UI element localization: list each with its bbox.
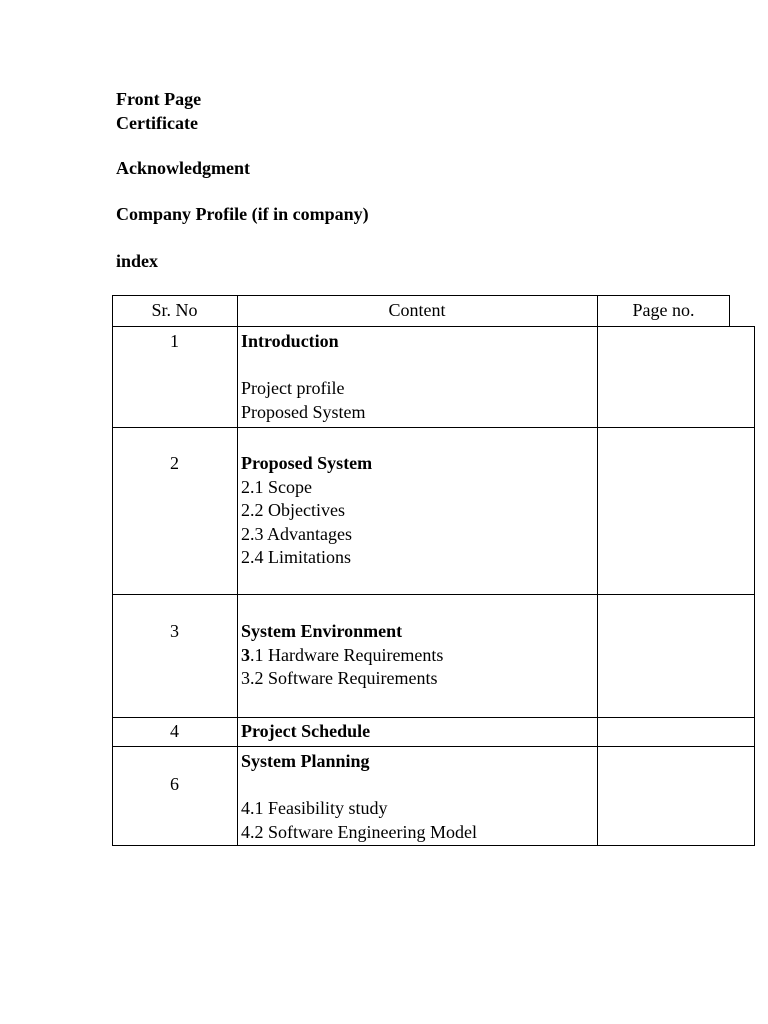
row-5-sr: 6 xyxy=(170,774,179,794)
row-3-content xyxy=(241,620,443,691)
index-heading: index xyxy=(116,251,159,271)
row-divider xyxy=(112,427,755,428)
row-5-item: 4.1 Feasibility study xyxy=(241,798,388,818)
row-divider xyxy=(112,746,755,747)
row-2-item: 2.3 Advantages xyxy=(241,523,352,544)
row-3-title: System Environment xyxy=(241,621,403,641)
row-3-sr: 3 xyxy=(170,621,179,641)
acknowledgment-heading: Acknowledgment xyxy=(116,158,250,178)
row-4-title: Project Schedule xyxy=(241,721,371,741)
header-content: Content xyxy=(388,300,446,320)
row-5-content xyxy=(241,750,477,844)
row-2-sr: 2 xyxy=(170,453,179,473)
row-3-item: 3.2 Software Requirements xyxy=(241,668,438,688)
row-1-content xyxy=(241,330,366,424)
row-1-item: Project profile xyxy=(241,378,345,398)
row-divider xyxy=(112,717,755,718)
row-5-title: System Planning xyxy=(241,751,370,771)
row-1-title: Introduction xyxy=(241,331,339,351)
row-3-item-prefix: 3 xyxy=(241,644,250,665)
column-divider xyxy=(597,295,598,846)
row-2-item: 2.4 Limitations xyxy=(241,547,351,567)
row-3-item xyxy=(241,644,443,668)
row-divider xyxy=(112,594,755,595)
row-1-item: Proposed System xyxy=(241,401,366,422)
column-divider xyxy=(237,295,238,846)
row-1-sr: 1 xyxy=(170,331,179,351)
front-page-heading: Front Page xyxy=(116,89,202,109)
row-3-item-rest: .1 Hardware Requirements xyxy=(250,644,444,665)
row-2-content xyxy=(241,452,372,570)
row-2-item: 2.2 Objectives xyxy=(241,500,345,520)
header-page-no: Page no. xyxy=(632,300,695,320)
row-4-sr: 4 xyxy=(170,721,179,741)
row-5-item: 4.2 Software Engineering Model xyxy=(241,821,477,842)
certificate-heading: Certificate xyxy=(116,113,198,133)
row-2-title: Proposed System xyxy=(241,453,373,473)
row-2-item: 2.1 Scope xyxy=(241,476,312,497)
header-sr-no: Sr. No xyxy=(151,300,198,320)
company-profile-heading: Company Profile (if in company) xyxy=(116,204,369,224)
